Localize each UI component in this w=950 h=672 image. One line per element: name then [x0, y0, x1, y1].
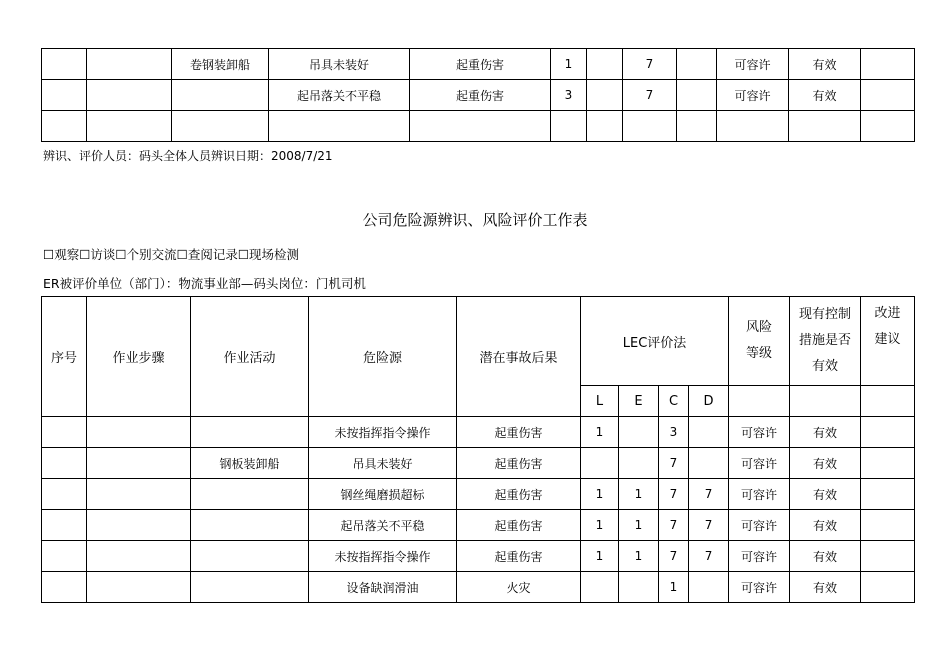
table-cell	[677, 111, 717, 142]
table-cell	[42, 572, 87, 603]
table-cell: 钢板装卸船	[191, 448, 309, 479]
table-cell: 1	[659, 572, 689, 603]
table-cell	[587, 111, 623, 142]
table-cell	[42, 80, 87, 111]
table-row	[42, 417, 915, 448]
table-cell	[42, 49, 87, 80]
table-cell	[861, 479, 915, 510]
table-cell: 1	[619, 510, 659, 541]
table-cell	[717, 111, 789, 142]
table-cell	[861, 448, 915, 479]
table-cell	[87, 111, 172, 142]
table-cell	[42, 479, 87, 510]
table-cell	[861, 49, 915, 80]
table-cell	[42, 541, 87, 572]
table-cell	[87, 80, 172, 111]
table-cell	[191, 510, 309, 541]
table-row	[42, 80, 915, 111]
table-cell: 吊具未装好	[269, 49, 410, 80]
table-cell	[861, 510, 915, 541]
survey-methods: ☐观察☐访谈☐个别交流☐查阅记录☐现场检测	[43, 247, 300, 262]
table-cell	[551, 111, 587, 142]
table-cell	[87, 479, 191, 510]
document-title: 公司危险源辨识、风险评价工作表	[362, 211, 588, 229]
table-cell	[191, 417, 309, 448]
header-control: 现有控制措施是否有效	[790, 297, 861, 386]
table-cell: 1	[581, 510, 619, 541]
table-cell: 起重伤害	[457, 448, 581, 479]
table-cell: 7	[689, 479, 729, 510]
table-cell	[677, 49, 717, 80]
table-cell: 未按指挥指令操作	[309, 541, 457, 572]
table-cell: 7	[689, 541, 729, 572]
table-cell: 1	[619, 541, 659, 572]
header-lec-l: L	[581, 386, 619, 417]
table-cell: 卷钢装卸船	[172, 49, 269, 80]
table-cell: 可容许	[729, 541, 790, 572]
table-cell: 起吊落关不平稳	[309, 510, 457, 541]
table-cell: 起吊落关不平稳	[269, 80, 410, 111]
table-cell: 7	[659, 479, 689, 510]
table-cell: 起重伤害	[457, 541, 581, 572]
table-cell	[87, 448, 191, 479]
header-lec-c: C	[659, 386, 689, 417]
table-cell: 火灾	[457, 572, 581, 603]
table-cell: 起重伤害	[410, 80, 551, 111]
table-cell	[191, 572, 309, 603]
header-blank	[790, 386, 861, 417]
table-cell	[581, 572, 619, 603]
header-improve: 改进建议	[861, 297, 915, 386]
table-cell	[677, 80, 717, 111]
table-cell: 1	[551, 49, 587, 80]
table-cell	[87, 541, 191, 572]
table-cell	[689, 448, 729, 479]
table-cell: 1	[581, 541, 619, 572]
table-cell: 3	[551, 80, 587, 111]
table-cell: 1	[581, 417, 619, 448]
header-seq: 序号	[42, 297, 87, 417]
table-cell: 1	[581, 479, 619, 510]
table-cell: 钢丝绳磨损超标	[309, 479, 457, 510]
table-cell	[42, 510, 87, 541]
table-cell: 7	[659, 510, 689, 541]
header-risk-level: 风险等级	[729, 297, 790, 386]
table-cell	[689, 572, 729, 603]
table-cell: 可容许	[717, 80, 789, 111]
table-cell	[619, 417, 659, 448]
table-cell: 起重伤害	[457, 510, 581, 541]
header-blank	[729, 386, 790, 417]
table-cell	[861, 417, 915, 448]
header-blank	[861, 386, 915, 417]
table-cell	[191, 479, 309, 510]
table-cell	[87, 572, 191, 603]
table-cell	[269, 111, 410, 142]
header-consequence: 潜在事故后果	[457, 297, 581, 417]
header-activity: 作业活动	[191, 297, 309, 417]
table-cell: 7	[623, 80, 677, 111]
table-cell: 有效	[790, 417, 861, 448]
table-cell	[587, 49, 623, 80]
table-cell	[689, 417, 729, 448]
table-row	[42, 479, 915, 510]
table-cell	[861, 541, 915, 572]
table-cell: 有效	[790, 510, 861, 541]
table-row	[42, 111, 915, 142]
table-cell	[619, 448, 659, 479]
table-cell: 未按指挥指令操作	[309, 417, 457, 448]
table-cell: 7	[623, 49, 677, 80]
header-hazard: 危险源	[309, 297, 457, 417]
table-cell	[191, 541, 309, 572]
table-row	[42, 572, 915, 603]
table-cell	[581, 448, 619, 479]
table-cell	[87, 510, 191, 541]
table-cell	[410, 111, 551, 142]
table-cell: 起重伤害	[410, 49, 551, 80]
table-cell	[42, 111, 87, 142]
inspector-note: 辨识、评价人员：码头全体人员辨识日期：2008/7/21	[43, 149, 333, 163]
table-cell	[619, 572, 659, 603]
header-lec-e: E	[619, 386, 659, 417]
table-cell: 可容许	[717, 49, 789, 80]
table-cell: 3	[659, 417, 689, 448]
table-cell: 可容许	[729, 510, 790, 541]
table-cell	[861, 80, 915, 111]
table-cell: 7	[659, 448, 689, 479]
table-cell: 有效	[789, 49, 861, 80]
header-step: 作业步骤	[87, 297, 191, 417]
table-cell: 有效	[790, 448, 861, 479]
table-cell	[623, 111, 677, 142]
header-lec-d: D	[689, 386, 729, 417]
table-cell: 有效	[790, 572, 861, 603]
table-cell: 吊具未装好	[309, 448, 457, 479]
table-cell: 可容许	[729, 572, 790, 603]
table-cell: 1	[619, 479, 659, 510]
table-cell	[587, 80, 623, 111]
table-row	[42, 49, 915, 80]
table-cell	[789, 111, 861, 142]
risk-evaluation-table	[41, 296, 915, 603]
table-cell: 起重伤害	[457, 479, 581, 510]
table-row	[42, 448, 915, 479]
table-cell	[42, 417, 87, 448]
table-cell: 有效	[789, 80, 861, 111]
table-cell: 7	[659, 541, 689, 572]
table-cell	[172, 111, 269, 142]
table-cell	[87, 49, 172, 80]
header-lec: LEC评价法	[581, 297, 729, 386]
table-cell	[42, 448, 87, 479]
continuation-table	[41, 48, 915, 142]
table-cell: 可容许	[729, 448, 790, 479]
table-cell: 设备缺润滑油	[309, 572, 457, 603]
table-cell: 可容许	[729, 479, 790, 510]
table-row	[42, 510, 915, 541]
table-cell	[87, 417, 191, 448]
table-cell	[861, 572, 915, 603]
table-cell: 有效	[790, 479, 861, 510]
table-cell: 可容许	[729, 417, 790, 448]
table-cell	[172, 80, 269, 111]
table-cell: 7	[689, 510, 729, 541]
evaluated-unit: ER被评价单位（部门）：物流事业部—码头岗位：门机司机	[43, 276, 366, 291]
table-row	[42, 541, 915, 572]
table-cell: 有效	[790, 541, 861, 572]
table-cell	[861, 111, 915, 142]
table-cell: 起重伤害	[457, 417, 581, 448]
